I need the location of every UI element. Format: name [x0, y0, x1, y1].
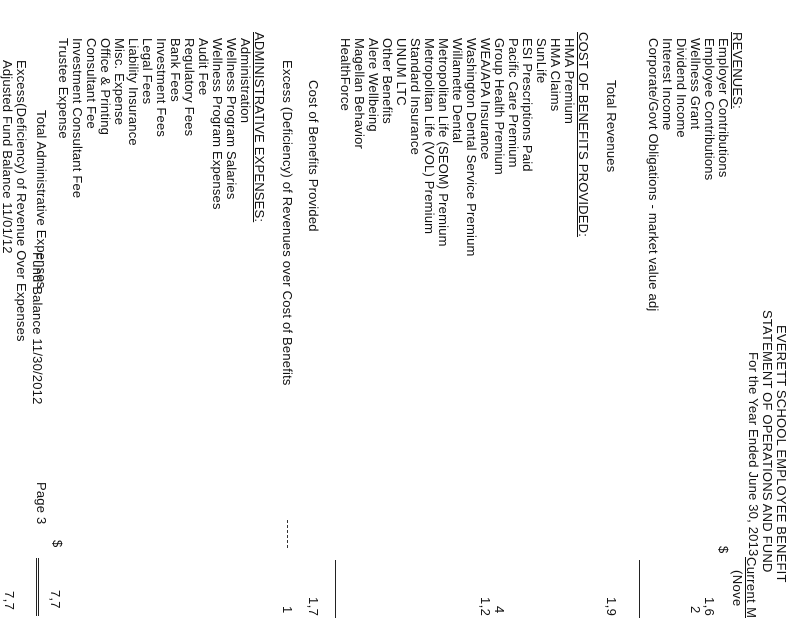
revenue-value: 2 — [688, 606, 703, 614]
admin-item: Liability Insurance — [126, 38, 141, 146]
admin-item: Investment Fees — [154, 38, 169, 138]
cost-total-label: Cost of Benefits Provided — [306, 80, 321, 232]
admin-item: Consultant Fee — [84, 38, 99, 129]
admin-item: Bank Fees — [168, 38, 183, 102]
fund-balance-double-rule — [36, 558, 39, 616]
revenue-value: 1,6 — [702, 597, 717, 617]
report-title: EVERETT SCHOOL EMPLOYEE BENEFIT — [774, 325, 789, 583]
cost-item: ESI Prescriptions Paid — [520, 38, 535, 172]
revenues-heading: REVENUES: — [730, 32, 745, 109]
cost-item: Metropolitan Life (SEOM) Premium — [436, 38, 451, 247]
cost-heading: COST OF BENEFITS PROVIDED: — [576, 32, 591, 238]
admin-total-label: Total Administrative Expenses — [34, 110, 49, 289]
admin-heading: ADMINISTRATIVE EXPENSES: — [252, 32, 267, 223]
cost-item: Standard Insurance — [408, 38, 423, 156]
admin-item: Wellness Program Salaries — [224, 38, 239, 200]
revenue-item: Corporate/Govt Obligations - market value adj — [646, 38, 661, 312]
admin-item: Audit Fee — [196, 38, 211, 96]
revenue-item: Interest Income — [660, 38, 675, 131]
cost-rule — [335, 560, 336, 618]
column-subtitle: (Nove — [730, 570, 745, 607]
admin-item: Wellness Program Expenses — [210, 38, 225, 210]
cost-item: UNUM LTC — [394, 38, 409, 106]
cost-item: Willamette Dental — [450, 38, 465, 144]
excess-benefits-dash — [287, 520, 288, 548]
excess-benefits-value: 1 — [280, 606, 295, 614]
cost-item: Other Benefits — [380, 38, 395, 124]
revenue-item: Wellness Grant — [688, 38, 703, 130]
cost-item: SunLife — [534, 38, 549, 84]
column-title: Current M — [744, 557, 759, 618]
page-number: Page 3 — [34, 482, 49, 525]
revenues-rule — [639, 560, 640, 618]
admin-item: Regulatory Fees — [182, 38, 197, 137]
revenue-item: Dividend Income — [674, 38, 689, 138]
cost-item: HMA Premium — [562, 38, 577, 124]
admin-item: Office & Printing — [98, 38, 113, 136]
revenue-currency: $ — [716, 546, 731, 554]
cost-value: 4 — [492, 606, 507, 614]
cost-total-value: 1,7 — [306, 597, 321, 617]
revenue-item: Employer Contributions — [716, 38, 731, 178]
fund-balance-currency: $ — [50, 540, 65, 548]
admin-item: Trustee Expense — [56, 38, 71, 139]
cost-value: 1,2 — [478, 597, 493, 617]
cost-item: Metropolitan Life (VOL) Premium — [422, 38, 437, 235]
admin-item: Misc. Expense — [112, 38, 127, 126]
report-period: For the Year Ended June 30, 2013 — [746, 352, 761, 557]
revenue-item: Employee Contributions — [702, 38, 717, 181]
cost-item: Washington Dental Service Premium — [464, 38, 479, 257]
adjusted-fund-value: 7,7 — [2, 591, 17, 611]
revenues-total-value: 1,9 — [604, 597, 619, 617]
excess-benefits-label: Excess (Deficiency) of Revenues over Cost of Benefits — [280, 60, 295, 386]
cost-item: Alere Wellbeing — [366, 38, 381, 132]
revenues-total-label: Total Revenues — [604, 80, 619, 173]
cost-item: Group Health Premium — [492, 38, 507, 175]
admin-item: Legal Fees — [140, 38, 155, 105]
cost-item: WEA/APA Insurance — [478, 38, 493, 160]
excess-expenses-label: Excess(Deficiency) of Revenue Over Expenses — [14, 60, 29, 342]
adjusted-fund-label: Adjusted Fund Balance 11/01/12 — [0, 60, 15, 254]
admin-item: Administration — [238, 38, 253, 124]
admin-item: Investment Consultant Fee — [70, 38, 85, 199]
fund-balance-label: Fund Balance 11/30/2012 — [30, 252, 45, 405]
cost-item: HealthForce — [338, 38, 353, 112]
cost-item: Magellan Behavior — [352, 38, 367, 150]
cost-item: HMA Claims — [548, 38, 563, 112]
cost-item: Pacific Care Premium — [506, 38, 521, 168]
fund-balance-value: 7,7 — [48, 590, 63, 609]
report-subtitle: STATEMENT OF OPERATIONS AND FUND — [760, 310, 775, 573]
